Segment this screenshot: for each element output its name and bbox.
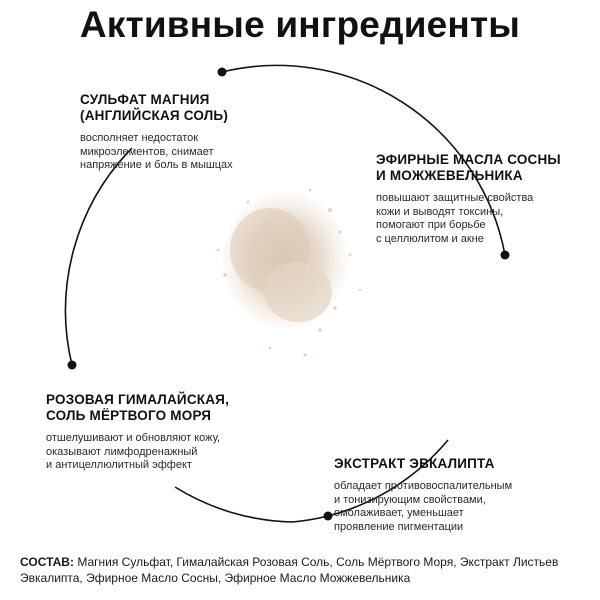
bath-salt-image (210, 180, 380, 370)
ring-dot (68, 361, 77, 370)
composition-text (20, 554, 590, 586)
ingredient-description: отшелушивают и обновляют кожу, оказывают лимфодренажный и антицеллюлитный эффект (46, 432, 221, 471)
page-title: Активные ингредиенты (79, 4, 521, 45)
ring-dot (218, 68, 227, 77)
ingredient-description: обладает противовоспалительным и тонизирующим свойствами, омолаживает, уменьшает проявление пигментации (334, 480, 513, 533)
ingredient-heading: ЭФИРНЫЕ МАСЛА СОСНЫ И МОЖЖЕВЕЛЬНИКА (376, 152, 561, 183)
composition-label: СОСТАВ: (20, 555, 74, 569)
ingredient-heading: СУЛЬФАТ МАГНИЯ (АНГЛИЙСКАЯ СОЛЬ) (80, 92, 229, 123)
ingredient-description: восполняет недостаток микроэлементов, снимает напряжение и боль в мышцах (80, 132, 233, 171)
ingredient-essential-oils (376, 152, 561, 246)
composition-list: Магния Сульфат, Гималайская Розовая Соль, Соль Мёртвого Моря, Экстракт Листьев Эвкалипта, Эфирное Масло Сосны, Эфирное Масло Можжевельника (20, 555, 559, 585)
ingredient-heading: ЭКСТРАКТ ЭВКАЛИПТА (334, 456, 495, 471)
ingredient-pink-salt (46, 392, 229, 473)
ingredient-description: повышают защитные свойства кожи и выводят токсины, помогают при борьбе с целлюлитом и акне (376, 192, 534, 245)
ring-dot (501, 251, 510, 260)
ingredient-magnesium (80, 92, 233, 173)
ingredient-heading: РОЗОВАЯ ГИМАЛАЙСКАЯ, СОЛЬ МЁРТВОГО МОРЯ (46, 392, 230, 423)
ingredient-eucalyptus (334, 456, 512, 534)
ring-dot (324, 512, 333, 521)
